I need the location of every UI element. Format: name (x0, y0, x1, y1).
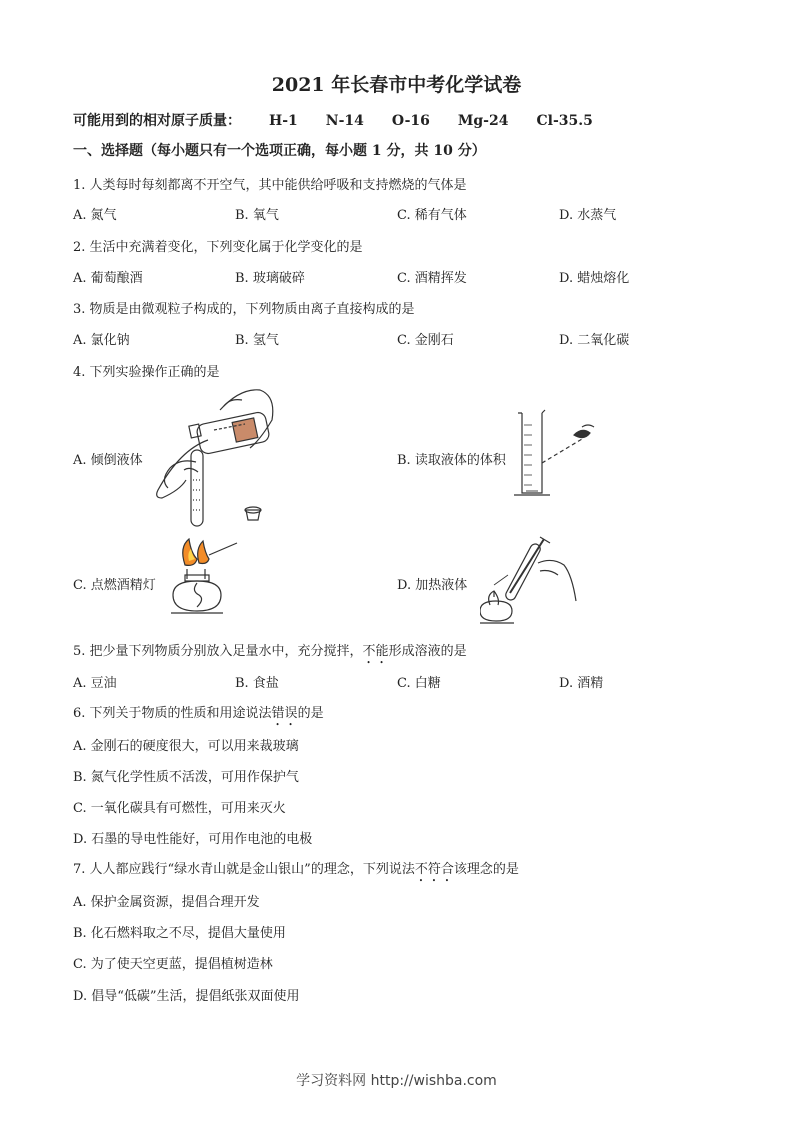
mass-h: H-1 (269, 113, 298, 129)
question-2-stem: 2. 生活中充满着变化，下列变化属于化学变化的是 (73, 240, 363, 255)
q7-option-a: A. 保护金属资源，提倡合理开发 (73, 895, 260, 910)
mass-cl: Cl-35.5 (536, 113, 593, 129)
q3-option-a: A. 氯化钠 (73, 333, 130, 348)
q6-stem-post: 的是 (297, 706, 324, 721)
q7-option-c: C. 为了使天空更蓝，提倡植树造林 (73, 957, 273, 972)
q5-stem-pre: 5. 把少量下列物质分别放入足量水中，充分搅拌， (73, 644, 363, 659)
question-5-stem (73, 640, 467, 667)
q5-option-c: C. 白糖 (397, 676, 441, 691)
q6-stem-pre: 6. 下列关于物质的性质和用途说法 (73, 706, 272, 721)
page-title: 2021 年长春市中考化学试卷 (271, 74, 522, 96)
footer-watermark: 学习资料网 http://wishba.com (296, 1073, 497, 1089)
q6-option-c: C. 一氧化碳具有可燃性，可用来灭火 (73, 801, 286, 816)
q7-option-b: B. 化石燃料取之不尽，提倡大量使用 (73, 926, 286, 941)
q5-stem-emphasis: 不能 (362, 644, 389, 659)
q4-option-a: A. 倾倒液体 (73, 453, 143, 468)
section-heading: 一、选择题（每小题只有一个选项正确，每小题 1 分，共 10 分） (73, 143, 486, 159)
lighting-lamp-illustration (165, 535, 255, 625)
q1-option-d: D. 水蒸气 (559, 208, 617, 223)
pouring-liquid-illustration (150, 380, 280, 530)
question-7-stem (73, 858, 519, 885)
q6-option-b: B. 氮气化学性质不活泼，可用作保护气 (73, 770, 299, 785)
question-1-stem: 1. 人类每时每刻都离不开空气，其中能供给呼吸和支持燃烧的气体是 (73, 178, 467, 193)
q2-option-a: A. 葡萄酿酒 (73, 271, 143, 286)
question-6-stem (73, 702, 324, 729)
mass-o: O-16 (391, 113, 430, 129)
heating-liquid-illustration (480, 535, 580, 630)
q6-option-a: A. 金刚石的硬度很大，可以用来裁玻璃 (73, 739, 299, 754)
q5-option-a: A. 豆油 (73, 676, 117, 691)
q4-option-b: B. 读取液体的体积 (397, 453, 506, 468)
mass-mg: Mg-24 (457, 113, 509, 129)
reading-volume-illustration (512, 405, 602, 500)
q5-stem-post: 形成溶液的是 (388, 644, 467, 659)
q1-option-a: A. 氮气 (73, 208, 117, 223)
question-3-stem: 3. 物质是由微观粒子构成的，下列物质由离子直接构成的是 (73, 302, 415, 317)
q7-stem-post: 该理念的是 (453, 862, 519, 877)
question-4-stem: 4. 下列实验操作正确的是 (73, 365, 220, 380)
q1-option-c: C. 稀有气体 (397, 208, 467, 223)
q1-option-b: B. 氧气 (235, 208, 279, 223)
q2-option-d: D. 蜡烛熔化 (559, 271, 630, 286)
q6-option-d: D. 石墨的导电性能好，可用作电池的电极 (73, 832, 313, 847)
q4-option-c: C. 点燃酒精灯 (73, 578, 156, 593)
atomic-masses (73, 110, 593, 130)
q7-option-d: D. 倡导“低碳”生活，提倡纸张双面使用 (73, 989, 300, 1004)
q3-option-c: C. 金刚石 (397, 333, 454, 348)
q6-stem-emphasis: 错误 (271, 706, 298, 721)
q5-option-d: D. 酒精 (559, 676, 604, 691)
q5-option-b: B. 食盐 (235, 676, 279, 691)
q2-option-b: B. 玻璃破碎 (235, 271, 305, 286)
q2-option-c: C. 酒精挥发 (397, 271, 467, 286)
q3-option-d: D. 二氧化碳 (559, 333, 630, 348)
q7-stem-emphasis: 不符合 (414, 862, 454, 877)
q3-option-b: B. 氢气 (235, 333, 279, 348)
q4-option-d: D. 加热液体 (397, 578, 468, 593)
q7-stem-pre: 7. 人人都应践行“绿水青山就是金山银山”的理念，下列说法 (73, 862, 415, 877)
mass-n: N-14 (325, 113, 364, 129)
atomic-masses-label: 可能用到的相对原子质量： (73, 113, 241, 129)
